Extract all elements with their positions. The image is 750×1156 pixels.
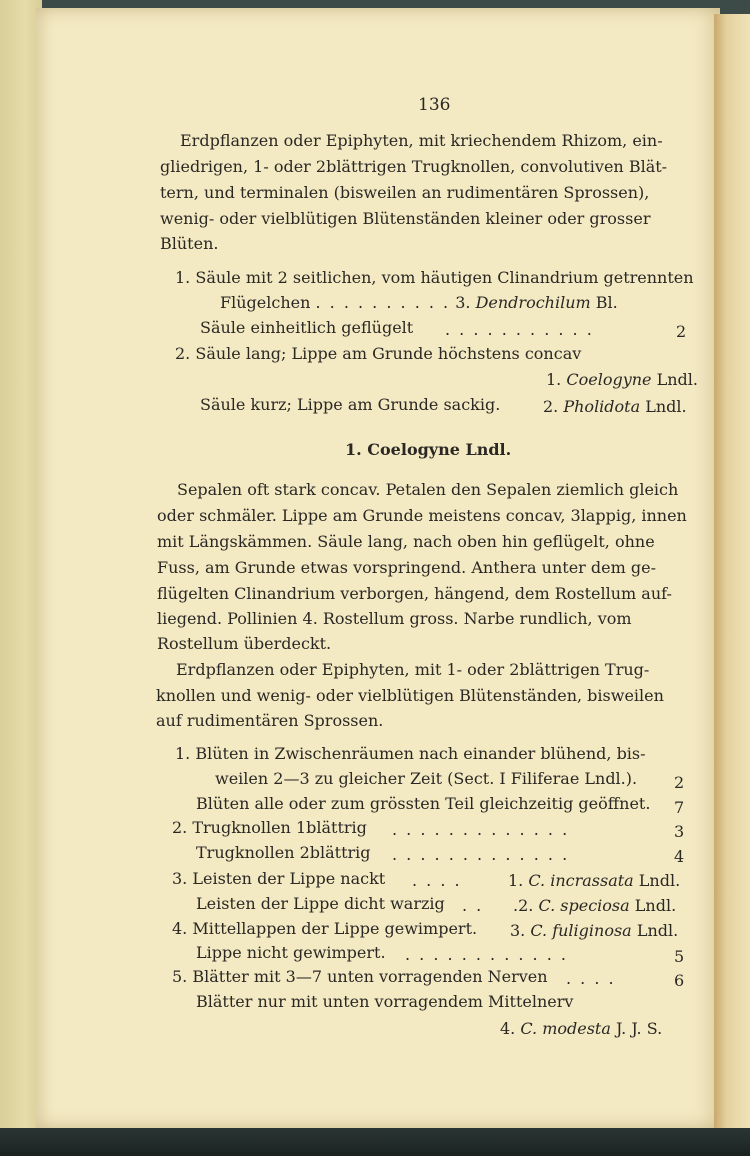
key2-line: .2. C. speciosa Lndl. <box>513 896 677 915</box>
key2-ref: 6 <box>674 971 685 990</box>
intro-line: wenig- oder vielblütigen Blütenständen kleiner oder grosser <box>160 209 651 228</box>
desc-line: Rostellum überdeckt. <box>157 634 332 653</box>
section-heading: 1. Coelogyne Lndl. <box>345 440 512 459</box>
key2-line: 2. Trugknollen 1blättrig <box>172 818 367 837</box>
key2-line: Blätter nur mit unten vorragendem Mittelnerv <box>196 992 574 1011</box>
key2-line: Lippe nicht gewimpert. <box>196 943 386 962</box>
page-number: 136 <box>418 95 451 115</box>
key2-dots: . . . . . . . . . . . . . <box>392 845 570 864</box>
key-line: Säule einheitlich geflügelt <box>200 318 414 337</box>
key2-line: Blüten alle oder zum grössten Teil gleichzeitig geöffnet. <box>196 794 651 813</box>
desc-line: Sepalen oft stark concav. Petalen den Sepalen ziemlich gleich <box>177 480 679 499</box>
key2-line: Leisten der Lippe dicht warzig <box>196 894 445 913</box>
key2-ref: 3 <box>674 822 685 841</box>
key2-dots: . . <box>462 896 484 915</box>
desc-line: mit Längskämmen. Säule lang, nach oben hin geflügelt, ohne <box>157 532 655 551</box>
key2-line: Trugknollen 2blättrig <box>196 843 371 862</box>
key-line: Flügelchen . . . . . . . . . . 3. Dendrochilum Bl. <box>220 293 618 312</box>
key2-line: 3. Leisten der Lippe nackt <box>172 869 386 888</box>
key2-line: 5. Blätter mit 3—7 unten vorragenden Nerven <box>172 967 548 986</box>
desc2-line: Erdpflanzen oder Epiphyten, mit 1- oder 2blättrigen Trug- <box>176 660 650 679</box>
key2-line: weilen 2—3 zu gleicher Zeit (Sect. I Filiferae Lndl.). <box>215 769 638 788</box>
desc2-line: auf rudimentären Sprossen. <box>156 711 384 730</box>
key-line: 1. Säule mit 2 seitlichen, vom häutigen Clinandrium getrennten <box>175 268 694 287</box>
key-line: Säule kurz; Lippe am Grunde sackig. <box>200 395 501 414</box>
key-line: 1. Coelogyne Lndl. <box>546 370 698 389</box>
scan-bottom-border <box>0 1128 750 1156</box>
key2-line: 3. C. fuliginosa Lndl. <box>510 921 679 940</box>
key2-line: 4. C. modesta J. J. S. <box>500 1019 663 1038</box>
desc2-line: knollen und wenig- oder vielblütigen Blütenständen, bisweilen <box>156 686 664 705</box>
key2-dots: . . . . <box>412 871 462 890</box>
intro-line: Erdpflanzen oder Epiphyten, mit kriechendem Rhizom, ein- <box>180 131 663 150</box>
key2-ref: 2 <box>674 773 685 792</box>
key2-ref: 5 <box>674 947 685 966</box>
key-ref: 2 <box>676 322 687 341</box>
key-dots: . . . . . . . . . . . <box>445 320 594 339</box>
desc-line: Fuss, am Grunde etwas vorspringend. Anthera unter dem ge- <box>157 558 656 577</box>
key2-dots: . . . . . . . . . . . . <box>405 945 568 964</box>
intro-line: tern, und terminalen (bisweilen an rudimentären Sprossen), <box>160 183 650 202</box>
key2-line: 1. Blüten in Zwischenräumen nach einander blühend, bis- <box>175 744 646 763</box>
intro-line: gliedrigen, 1- oder 2blättrigen Trugknollen, convolutiven Blät- <box>160 157 668 176</box>
key2-line: 4. Mittellappen der Lippe gewimpert. <box>172 919 478 938</box>
key2-dots: . . . . <box>566 969 616 988</box>
key-line: 2. Pholidota Lndl. <box>543 397 687 416</box>
key2-ref: 4 <box>674 847 685 866</box>
book-edge-right <box>714 14 750 1128</box>
key-line: 2. Säule lang; Lippe am Grunde höchstens concav <box>175 344 582 363</box>
key2-dots: . . . . . . . . . . . . . <box>392 820 570 839</box>
intro-line: Blüten. <box>160 234 219 253</box>
key2-ref: 7 <box>674 798 685 817</box>
desc-line: liegend. Pollinien 4. Rostellum gross. Narbe rundlich, vom <box>157 609 632 628</box>
desc-line: oder schmäler. Lippe am Grunde meistens concav, 3lappig, innen <box>157 506 687 525</box>
desc-line: flügelten Clinandrium verborgen, hängend, dem Rostellum auf- <box>157 584 672 603</box>
key2-line: 1. C. incrassata Lndl. <box>508 871 681 890</box>
